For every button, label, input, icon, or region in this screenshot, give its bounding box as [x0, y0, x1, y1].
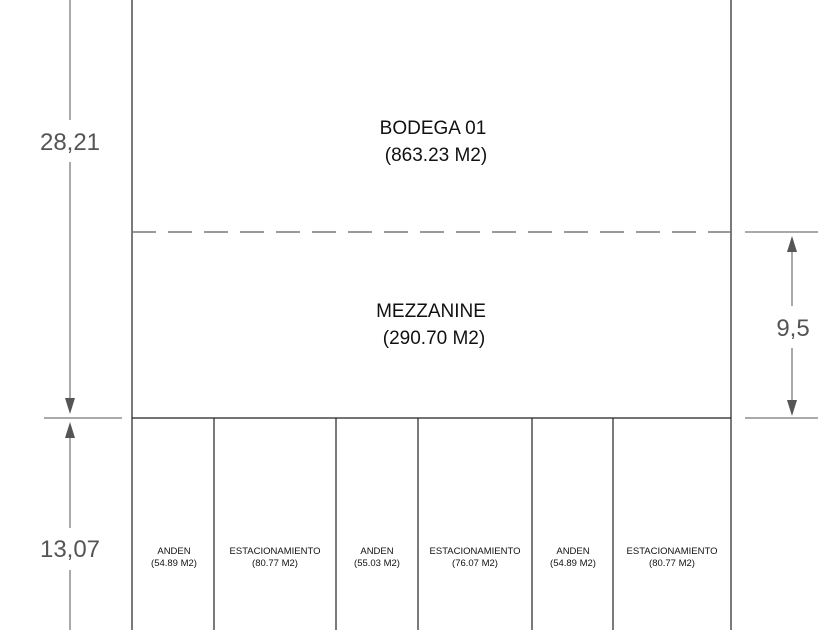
bay-label-3-name: ANDEN: [360, 546, 394, 557]
mezzanine-name: MEZZANINE: [376, 301, 486, 322]
bay-label-5-name: ANDEN: [556, 546, 590, 557]
bay-label-1-area: (54.89 M2): [151, 558, 197, 569]
bay-label-5-area: (54.89 M2): [550, 558, 596, 569]
bay-label-3-area: (55.03 M2): [354, 558, 400, 569]
dimension-bodega-height: 28,21: [39, 129, 101, 156]
dimension-bays-height: 13,07: [39, 536, 101, 563]
bodega-area: (863.23 M2): [384, 145, 488, 166]
dimension-arrow-down-icon: [65, 398, 75, 414]
bay-label-4-name: ESTACIONAMIENTO: [429, 546, 521, 557]
mezzanine-area: (290.70 M2): [382, 328, 486, 349]
dimension-mezzanine-height: 9,5: [776, 315, 810, 342]
dimension-arrow-up-icon: [65, 422, 75, 438]
bay-label-4-area: (76.07 M2): [452, 558, 498, 569]
bay-label-6-name: ESTACIONAMIENTO: [626, 546, 718, 557]
bay-label-6-area: (80.77 M2): [649, 558, 695, 569]
dimension-arrow-up-icon: [787, 236, 797, 252]
dimension-arrow-down-icon: [787, 400, 797, 416]
bay-label-2-area: (80.77 M2): [252, 558, 298, 569]
bay-label-2-name: ESTACIONAMIENTO: [229, 546, 321, 557]
bay-label-1-name: ANDEN: [157, 546, 191, 557]
bodega-name: BODEGA 01: [379, 118, 487, 139]
